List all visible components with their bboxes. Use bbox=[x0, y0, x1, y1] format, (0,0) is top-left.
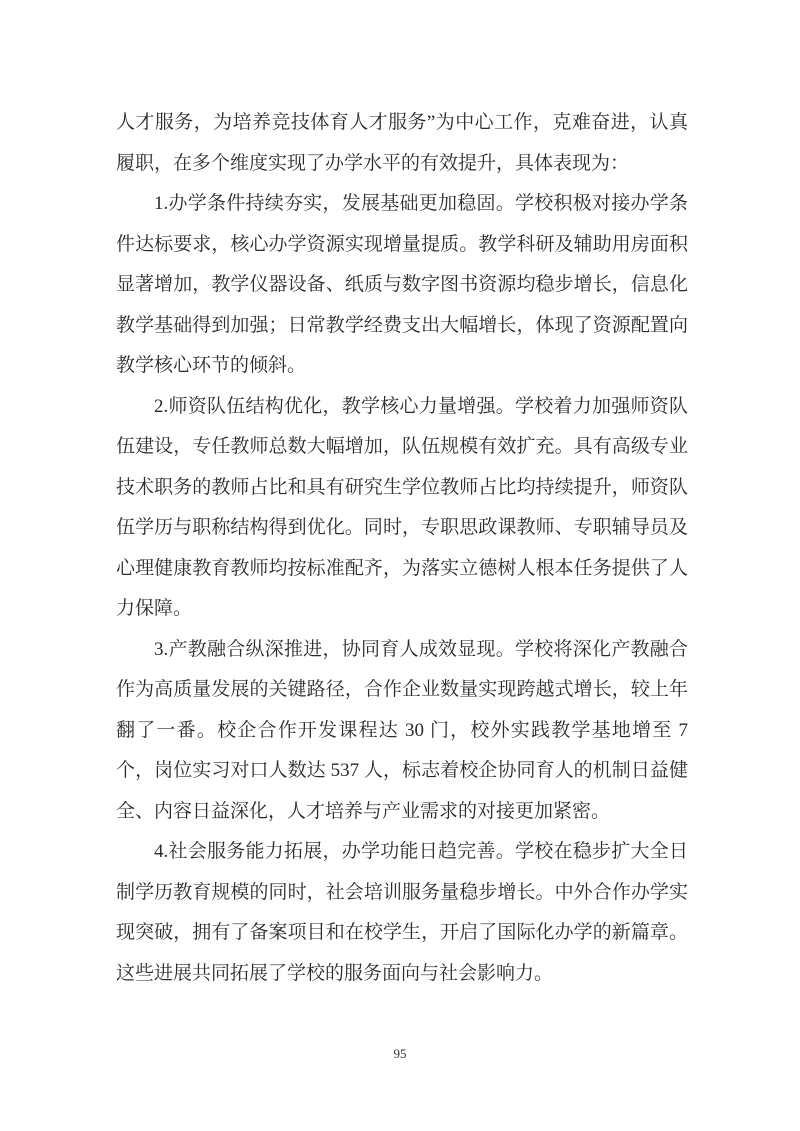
page-number: 95 bbox=[393, 1046, 407, 1061]
paragraph-5: 4.社会服务能力拓展，办学功能日趋完善。学校在稳步扩大全日制学历教育规模的同时，社会培训服务量稳步增长。中外合作办学实现突破，拥有了备案项目和在校学生，开启了国际化办学的新篇章。这些进展共同拓展了学校的服务面向与社会影响力。 bbox=[116, 841, 688, 984]
paragraph-4: 3.产教融合纵深推进，协同育人成效显现。学校将深化产教融合作为高质量发展的关键路径，合作企业数量实现跨越式增长，较上年翻了一番。校企合作开发课程达 30 门，校外实践教学基地增至 7 个，岗位实习对口人数达 537 人，标志着校企协同育人的机制日益健全、内容日益深化，人才培养与产业需求的对接更加紧密。 bbox=[116, 638, 688, 822]
paragraph-3: 2.师资队伍结构优化，教学核心力量增强。学校着力加强师资队伍建设，专任教师总数大幅增加，队伍规模有效扩充。具有高级专业技术职务的教师占比和具有研究生学位教师占比均持续提升，师资队伍学历与职称结构得到优化。同时，专职思政课教师、专职辅导员及心理健康教育教师均按标准配齐，为落实立德树人根本任务提供了人力保障。 bbox=[116, 395, 688, 619]
paragraph-1: 人才服务，为培养竞技体育人才服务”为中心工作，克难奋进，认真履职，在多个维度实现了办学水平的有效提升，具体表现为： bbox=[116, 112, 688, 174]
paragraph-list bbox=[116, 103, 688, 994]
paragraph-2: 1.办学条件持续夯实，发展基础更加稳固。学校积极对接办学条件达标要求，核心办学资源实现增量提质。教学科研及辅助用房面积显著增加，教学仪器设备、纸质与数字图书资源均稳步增长，信息化教学基础得到加强；日常教学经费支出大幅增长，体现了资源配置向教学核心环节的倾斜。 bbox=[116, 193, 688, 376]
